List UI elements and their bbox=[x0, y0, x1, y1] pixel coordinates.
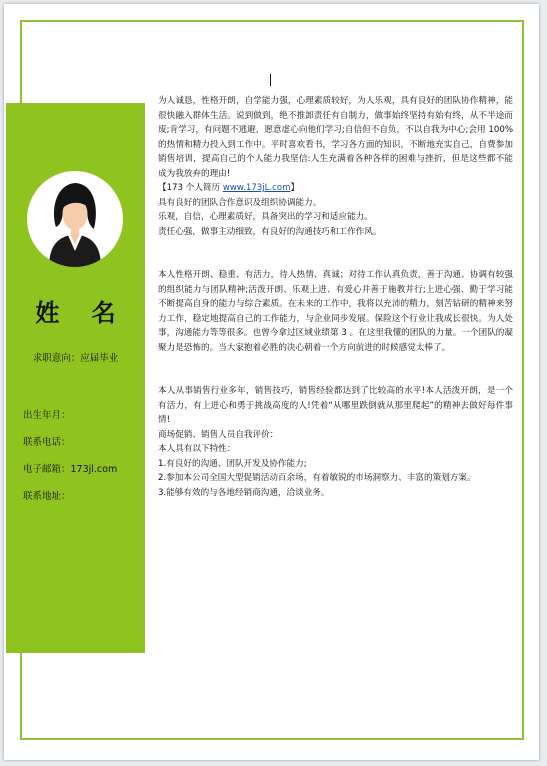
link-prefix: 【173 个人简历 bbox=[158, 183, 223, 193]
responsibility-line: 责任心强，做事主动细致，有良好的沟通技巧和工作作风。 bbox=[158, 226, 382, 237]
personality-paragraph: 本人性格开朗、稳重、有活力，待人热情、真诚；对待工作认真负责，善于沟通、协调有较强的组织能力与团队精神;活泼开朗、乐观上进、有爱心并善于施教并行;上进心强、勤于学习能不断提高自身的能力与综合素质。在未来的工作中，我将以充沛的精力，刻苦钻研的精神来努力工作，稳定地提高自己的工作能力，与企业同步发展。保险这个行业让我成长很快。为人处事，沟通能力等等很多。也曾今拿过区域业绩第 3 。在这里我懂的团队的力量。一个团队的凝聚力是恐怖的。当大家抱着必胜的决心朝着一个方向前进的时候感觉太棒了。 bbox=[158, 270, 513, 353]
profile-sidebar bbox=[6, 103, 145, 653]
resume-page bbox=[4, 4, 539, 760]
job-intent: 求职意向：应届毕业 bbox=[32, 353, 119, 364]
sales-paragraph: 本人从事销售行业多年，销售技巧，销售经验都达到了比较高的水平!本人活泼开朗，是一个有活力，有上进心和勇于挑战高度的人!凭着“从哪里跌倒就从那里爬起”的精神去做好每件事情! bbox=[158, 386, 513, 425]
trait-item: 2.参加本公司全国大型促销活动百余场，有着敏锐的市场洞察力、丰富的策划方案。 bbox=[158, 473, 476, 483]
team-line: 具有良好的团队合作意识及组织协调能力。 bbox=[158, 197, 322, 208]
address-label: 联系地址： bbox=[23, 491, 71, 502]
intro-paragraph: 为人诚恳，性格开朗，自学能力强，心理素质较好，为人乐观，具有良好的团队协作精神，能很快融入群体生活。说到做到，绝不推卸责任有自制力，做事始终坚持有始有终，从不半途而废;肯学习，有问题不逃避，愿意虚心向他们学习;自信但不自负，不以自我为中心;会用 100%的热情和精力投入到工作中。平时喜欢看书，学习各方面的知识，不断地充实自己，自费参加销售培训，提高自己的个人能力我坚信:人生充满着各种各样的困难与挫折，但是这些都不能成为我放弃的理由! bbox=[158, 96, 513, 179]
email-label: 电子邮箱：173jl.com bbox=[23, 464, 118, 475]
trait-item: 1.有良好的沟通、团队开发及协作能力; bbox=[158, 458, 307, 469]
optimism-line: 乐观，自信，心理素质好，具备突出的学习和适应能力。 bbox=[158, 212, 373, 222]
avatar bbox=[27, 171, 123, 267]
trait-item: 3.能够有效的与各地经销商沟通，洽谈业务。 bbox=[158, 487, 330, 498]
birth-date-label: 出生年月： bbox=[23, 410, 71, 421]
resume-link-line bbox=[158, 181, 513, 196]
candidate-name: 姓 名 bbox=[35, 299, 128, 327]
traits-title: 本人具有以下特性： bbox=[158, 444, 236, 454]
site-link[interactable]: www.173jL.com bbox=[222, 183, 291, 193]
self-evaluation-text bbox=[158, 94, 513, 500]
text-cursor bbox=[270, 74, 271, 86]
phone-label: 联系电话： bbox=[23, 437, 71, 448]
avatar-icon bbox=[27, 171, 123, 267]
evaluation-title: 商场促销、销售人员自我评价： bbox=[158, 429, 279, 440]
link-suffix: 】 bbox=[290, 183, 300, 193]
